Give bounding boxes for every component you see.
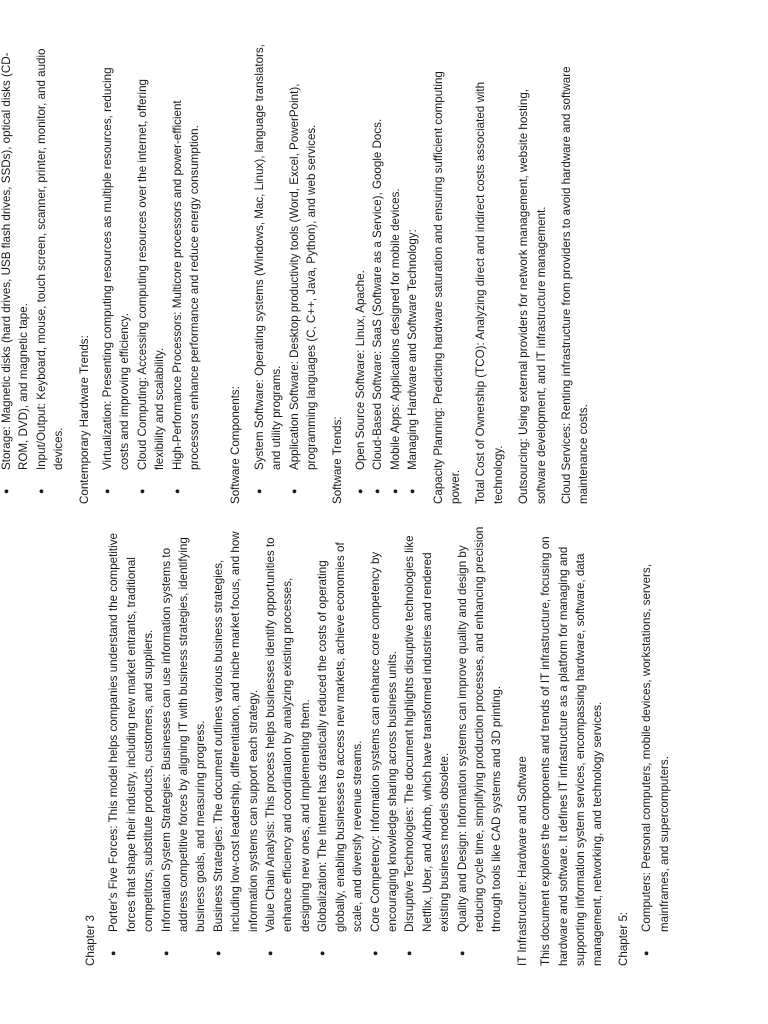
chapter5-heading: Chapter 5: — [616, 911, 630, 966]
list-item: ● Input/Output: Keyboard, mouse, touch screen, scanner, printer, monitor, and audio devices. — [33, 44, 68, 504]
list-item: ● Value Chain Analysis: This process helps businesses identify opportunities to enhance efficiency and coordination by analyzing existing processes, designing new ones, and implementing them. — [262, 526, 314, 966]
list-item: ● Quality and Design: Information systems can improve quality and design by reducing cycle time, simplifying production processes, and enhancing precision through tools like CAD systems and 3D printing. — [454, 526, 506, 966]
outsourcing-paragraph: Outsourcing: Using external providers for network management, website hosting, software development, and IT infrastructure management. — [517, 88, 548, 504]
list-item: ● Virtualization: Presenting computing resources as multiple resources, reducing costs and improving efficiency. — [99, 44, 134, 504]
chapter5-list — [638, 526, 673, 966]
list-item: ● Storage: Magnetic disks (hard drives, USB flash drives, SSDs), optical disks (CD-ROM, DVD), and magnetic tape. — [0, 44, 33, 504]
it-infrastructure-heading: IT Infrastructure: Hardware and Software — [515, 756, 529, 966]
cloud-services-paragraph: Cloud Services: Renting infrastructure from providers to avoid hardware and software maintenance costs. — [559, 66, 591, 504]
list-item: ● Mobile Apps: Applications designed for mobile devices. — [387, 44, 404, 504]
list-item: ● Open Source Software: Linux, Apache. — [352, 44, 369, 504]
list-item: ● Computers: Personal computers, mobile devices, workstations, servers, mainframes, and supercomputers. — [638, 526, 673, 966]
left-column — [0, 526, 681, 966]
hardware-list — [0, 44, 68, 504]
list-item: ● Application Software: Desktop productivity tools (Word, Excel, PowerPoint), programming languages (C, C++, Java, Python), and web services. — [286, 44, 321, 504]
software-components-heading: Software Components: — [229, 386, 243, 504]
chapter3-list — [105, 526, 505, 966]
list-item: ● Globalization: The Internet has drastically reduced the costs of operating globally, enabling businesses to access new markets, achieve economies of scale, and diversify revenue streams. — [314, 526, 366, 966]
software-trends-heading: Software Trends: — [330, 416, 344, 504]
chapter3-heading: Chapter 3 — [84, 915, 97, 966]
list-item: ● Porter's Five Forces: This model helps companies understand the competitive forces that shape their industry, including new market entrants, traditional competitors, substitute products, customers, and suppliers. — [105, 526, 157, 966]
it-infrastructure-paragraph: This document explores the components and trends of IT infrastructure, focusing on hardware and software. It defines IT infrastructure as a platform for managing and supporting information system services, encompassing hardware, software, data management, networking, and technology services. — [539, 536, 605, 966]
list-item: ● Information System Strategies: Businesses can use information systems to address competitive forces by aligning IT with business strategies, identifying business goals, and measuring progress. — [158, 526, 210, 966]
list-item: ● Managing Hardware and Software Technology: — [404, 44, 421, 504]
list-item: ● Disruptive Technologies: The document highlights disruptive technologies like Netflix, Uber, and Airbnb, which have transformed industries and rendered existing business models obsolete. — [401, 526, 453, 966]
list-item: ● Core Competency: Information systems can enhance core competency by encouraging knowledge sharing across business units. — [367, 526, 402, 966]
software-components-list — [251, 44, 321, 504]
hardware-trends-list — [99, 44, 203, 504]
hardware-trends-heading: Contemporary Hardware Trends: — [77, 335, 91, 504]
list-item: ● Business Strategies: The document outlines various business strategies, including low-cost leadership, differentiation, and niche market focus, and how information systems can support each strategy. — [210, 526, 262, 966]
list-item: ● System Software: Operating systems (Windows, Mac, Linux), language translators, and utility programs. — [251, 44, 286, 504]
capacity-planning-paragraph: Capacity Planning: Predicting hardware saturation and ensuring sufficient computing power. — [431, 71, 462, 504]
list-item: ● Cloud Computing: Accessing computing resources over the internet, offering flexibility and scalability. — [134, 44, 169, 504]
tco-paragraph: Total Cost of Ownership (TCO): Analyzing direct and indirect costs associated with technology. — [474, 81, 505, 504]
right-column — [0, 44, 601, 504]
list-item: ● Cloud-Based Software: SaaS (Software as a Service), Google Docs. — [369, 44, 386, 504]
software-trends-list — [352, 44, 422, 504]
list-item: ● High-Performance Processors: Multicore processors and power-efficient processors enhance performance and reduce energy consumption. — [169, 44, 204, 504]
